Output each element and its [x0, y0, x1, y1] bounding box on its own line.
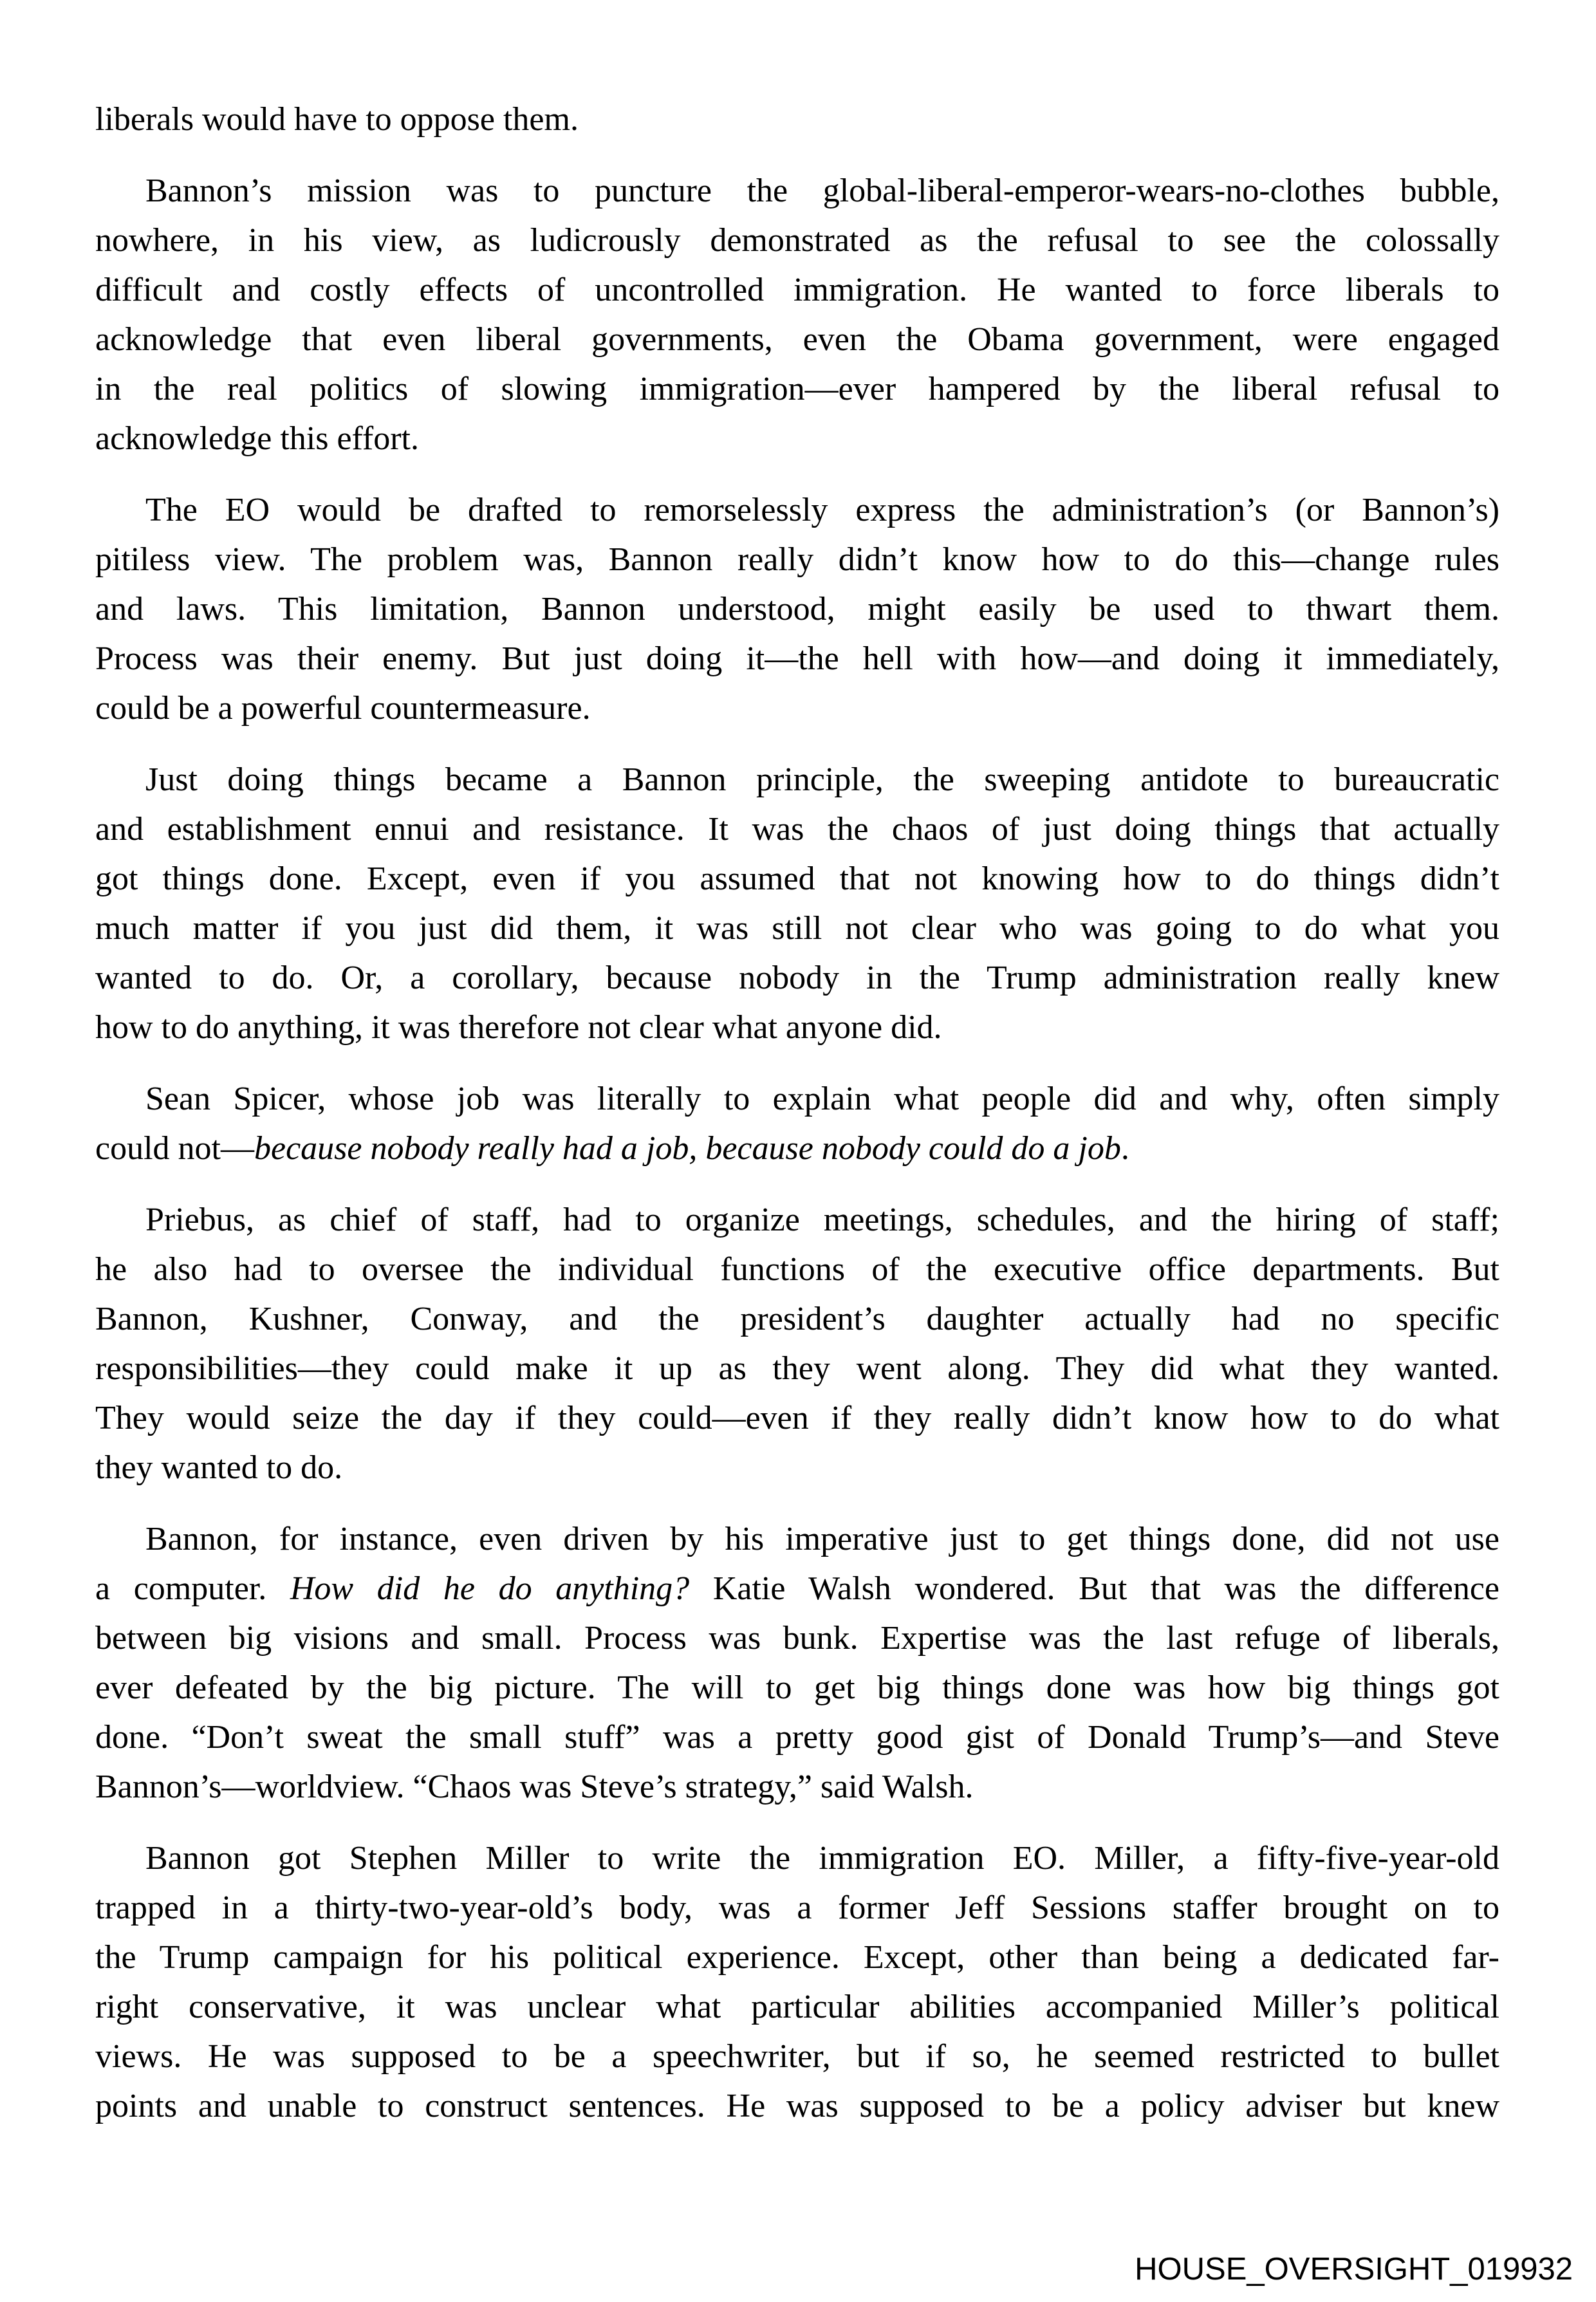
text-line — [95, 1564, 1499, 1613]
body-text: and establishment ennui and resistance. It was the chaos of just doing things that actually — [95, 811, 1499, 848]
text-line — [95, 1344, 1499, 1393]
body-text: got things done. Except, even if you assumed that not knowing how to do things didn’t — [95, 860, 1499, 897]
body-text: . — [1120, 1130, 1129, 1167]
paragraph — [95, 1074, 1499, 1173]
body-text: points and unable to construct sentences. He was supposed to be a policy adviser but knew — [95, 2088, 1499, 2124]
text-line — [95, 265, 1499, 315]
body-text: much matter if you just did them, it was still not clear who was going to do what you — [95, 910, 1499, 947]
body-text: pitiless view. The problem was, Bannon really didn’t know how to do this—change rules — [95, 541, 1499, 578]
paragraph — [95, 485, 1499, 733]
text-line — [95, 1514, 1499, 1564]
text-line — [95, 1074, 1499, 1124]
text-line — [95, 414, 1499, 463]
text-line — [95, 1663, 1499, 1713]
body-text: the Trump campaign for his political experience. Except, other than being a dedicated far- — [95, 1939, 1499, 1976]
text-line — [95, 953, 1499, 1003]
body-text: responsibilities—they could make it up as they went along. They did what they wanted. — [95, 1350, 1499, 1387]
paragraph — [95, 166, 1499, 463]
body-text: Sean Spicer, whose job was literally to explain what people did and why, often simply — [145, 1081, 1499, 1117]
body-text: right conservative, it was unclear what particular abilities accompanied Miller’s political — [95, 1989, 1499, 2025]
italic-text: How did he do anything? — [290, 1570, 690, 1607]
text-line — [95, 535, 1499, 584]
body-text: Bannon, for instance, even driven by his imperative just to get things done, did not use — [145, 1521, 1499, 1557]
body-text: and laws. This limitation, Bannon understood, might easily be used to thwart them. — [95, 591, 1499, 627]
text-line — [95, 584, 1499, 634]
text-line — [95, 216, 1499, 265]
text-line — [95, 1443, 1499, 1492]
body-text: views. He was supposed to be a speechwriter, but if so, he seemed restricted to bullet — [95, 2038, 1499, 2075]
body-text: Process was their enemy. But just doing it—the hell with how—and doing it immediately, — [95, 640, 1499, 677]
text-line — [95, 1003, 1499, 1052]
body-text: nowhere, in his view, as ludicrously demonstrated as the refusal to see the colossally — [95, 222, 1499, 259]
body-text: in the real politics of slowing immigration—ever hampered by the liberal refusal to — [95, 371, 1499, 407]
body-text: liberals would have to oppose them. — [95, 101, 579, 138]
text-line — [95, 1195, 1499, 1245]
bates-stamp: HOUSE_OVERSIGHT_019932 — [1135, 2252, 1573, 2287]
body-text: between big visions and small. Process was bunk. Expertise was the last refuge of liberals, — [95, 1620, 1499, 1657]
body-text: could be a powerful countermeasure. — [95, 690, 591, 727]
text-line — [95, 1393, 1499, 1443]
body-text: he also had to oversee the individual functions of the executive office departments. But — [95, 1251, 1499, 1288]
paragraph — [95, 1833, 1499, 2131]
text-line — [95, 683, 1499, 733]
text-line — [95, 634, 1499, 683]
body-text: wanted to do. Or, a corollary, because nobody in the Trump administration really knew — [95, 960, 1499, 996]
body-text: Bannon got Stephen Miller to write the immigration EO. Miller, a fifty-five-year-old — [145, 1840, 1499, 1877]
text-line — [95, 315, 1499, 364]
body-text: difficult and costly effects of uncontrolled immigration. He wanted to force liberals to — [95, 272, 1499, 308]
text-line — [95, 1883, 1499, 1933]
body-text: trapped in a thirty-two-year-old’s body, was a former Jeff Sessions staffer brought on to — [95, 1889, 1499, 1926]
text-line — [95, 485, 1499, 535]
body-text: a computer. — [95, 1570, 290, 1607]
text-line — [95, 804, 1499, 854]
text-line — [95, 1833, 1499, 1883]
body-text: done. “Don’t sweat the small stuff” was a pretty good gist of Donald Trump’s—and Steve — [95, 1719, 1499, 1756]
text-line — [95, 1124, 1499, 1173]
text-line — [95, 1982, 1499, 2032]
body-text: ever defeated by the big picture. The will to get big things done was how big things got — [95, 1669, 1499, 1706]
text-line — [95, 1713, 1499, 1762]
paragraph — [95, 1195, 1499, 1492]
body-text: Katie Walsh wondered. But that was the difference — [689, 1570, 1499, 1607]
paragraph — [95, 95, 1499, 144]
body-text: They would seize the day if they could—even if they really didn’t know how to do what — [95, 1400, 1499, 1436]
text-line — [95, 1762, 1499, 1812]
text-line — [95, 364, 1499, 414]
text-line — [95, 1294, 1499, 1344]
text-line — [95, 1933, 1499, 1982]
text-line — [95, 2081, 1499, 2131]
text-line — [95, 755, 1499, 804]
body-text: acknowledge that even liberal governments, even the Obama government, were engaged — [95, 321, 1499, 358]
italic-text: because nobody really had a job, because nobody could do a job — [254, 1130, 1121, 1167]
body-text: they wanted to do. — [95, 1449, 343, 1486]
text-line — [95, 95, 1499, 144]
paragraph — [95, 1514, 1499, 1812]
body-text: Bannon’s—worldview. “Chaos was Steve’s strategy,” said Walsh. — [95, 1768, 974, 1805]
body-text: Priebus, as chief of staff, had to organize meetings, schedules, and the hiring of staff; — [145, 1202, 1499, 1238]
body-text: acknowledge this effort. — [95, 420, 419, 457]
body-text: The EO would be drafted to remorselessly express the administration’s (or Bannon’s) — [145, 492, 1499, 528]
text-line — [95, 2032, 1499, 2081]
body-text: Just doing things became a Bannon principle, the sweeping antidote to bureaucratic — [145, 761, 1499, 798]
text-block — [95, 95, 1499, 2131]
body-text: Bannon, Kushner, Conway, and the president’s daughter actually had no specific — [95, 1301, 1499, 1337]
text-line — [95, 904, 1499, 953]
text-line — [95, 166, 1499, 216]
body-text: could not— — [95, 1130, 254, 1167]
paragraph — [95, 755, 1499, 1052]
text-line — [95, 1613, 1499, 1663]
body-text: how to do anything, it was therefore not clear what anyone did. — [95, 1009, 942, 1046]
text-line — [95, 854, 1499, 904]
text-line — [95, 1245, 1499, 1294]
body-text: Bannon’s mission was to puncture the global-liberal-emperor-wears-no-clothes bubble, — [145, 172, 1499, 209]
